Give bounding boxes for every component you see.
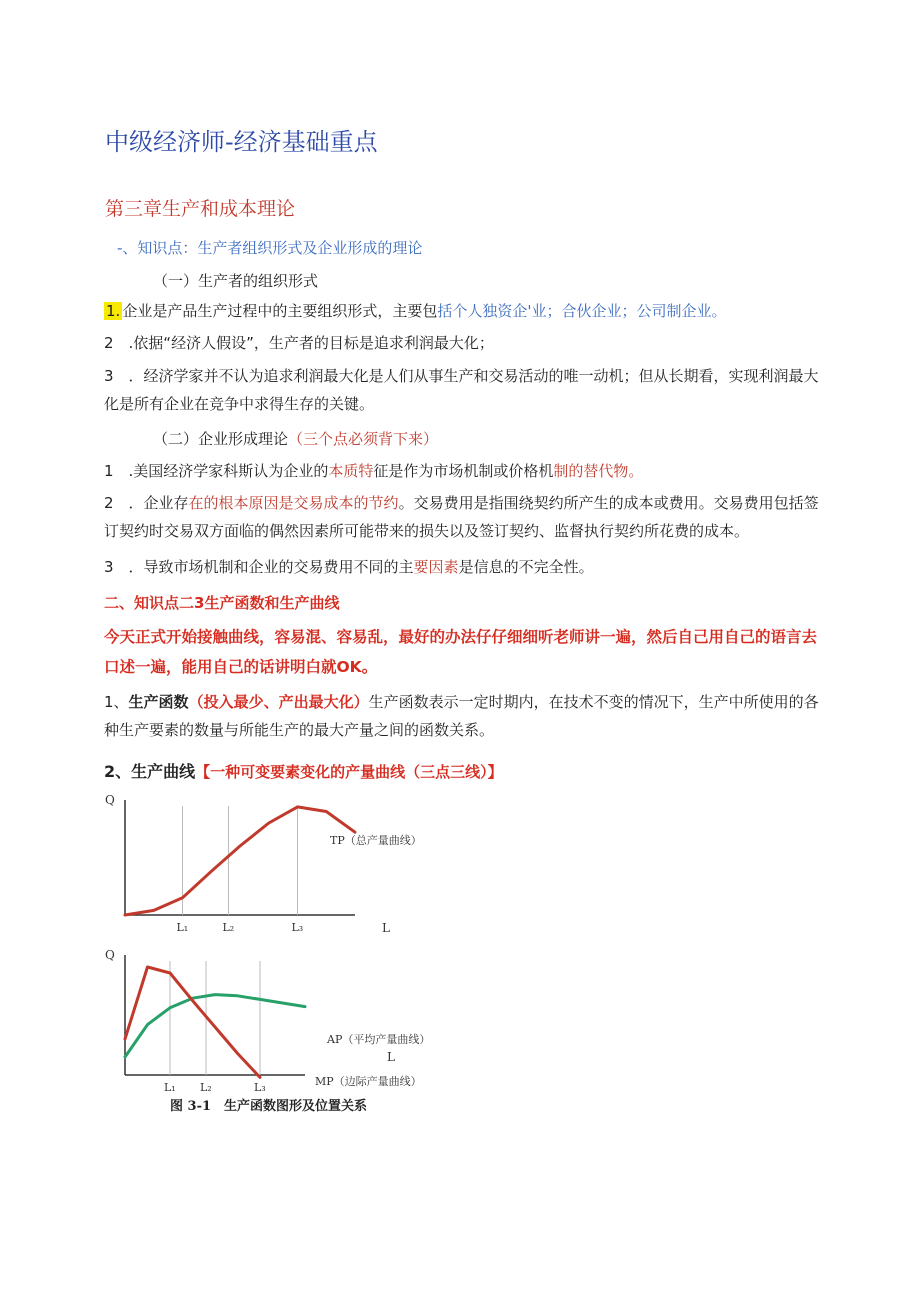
paragraph-3: 3 ．经济学家并不认为追求利润最大化是人们从事生产和交易活动的唯一动机；但从长期看，实现利润最大化是所有企业在竞争中求得生存的关键。 — [104, 367, 819, 413]
paragraph-1: 1. 企业是产品生产过程中的主要组织形式，主要包括个人独资企'业；合伙企业；公司制企业。 — [106, 302, 727, 320]
theory-point-2: 2 ．企业存在的根本原因是交易成本的节约。交易费用是指围绕契约所产生的成本或费用。交易费用包括签订契约时交易双方面临的偶然因素所可能带来的损失以及签订契约、监督执行契约所花费的成本。 — [104, 494, 819, 540]
tick-label: L₁ — [176, 921, 189, 934]
document-title: 中级经济师-经济基础重点 — [105, 128, 378, 156]
theory-point-1: 1 .美国经济学家科斯认为企业的本质特征是作为市场机制或价格机制的替代物。 — [104, 462, 644, 480]
ap-mp-chart — [105, 948, 430, 1094]
theory-point-3: 3 ．导致市场机制和企业的交易费用不同的主要因素是信息的不完全性。 — [104, 558, 594, 576]
tick-label: L₁ — [164, 1081, 176, 1094]
study-notice: 今天正式开始接触曲线，容易混、容易乱，最好的办法仔仔细细听老师讲一遍，然后自己用自己的语言去口述一遍，能用自己的话讲明白就OK。 — [104, 628, 818, 676]
x-axis-label: L — [382, 921, 390, 935]
series-label: TP（总产量曲线） — [330, 834, 422, 847]
subheading-org-forms: （一）生产者的组织形式 — [153, 272, 319, 290]
series-line — [125, 807, 355, 915]
section-heading-2: 二、知识点二3生产函数和生产曲线 — [104, 594, 340, 612]
figure-caption: 图 3-1 生产函数图形及位置关系 — [170, 1099, 368, 1114]
section-heading-1: -、知识点：生产者组织形式及企业形成的理论 — [117, 239, 423, 257]
tp-chart — [105, 793, 422, 935]
y-axis-label: Q — [105, 948, 115, 962]
series-line — [125, 967, 260, 1077]
series-label: MP（边际产量曲线） — [315, 1075, 422, 1088]
y-axis-label: Q — [105, 793, 115, 807]
chapter-title: 第三章生产和成本理论 — [105, 198, 296, 220]
tick-label: L₃ — [291, 921, 304, 934]
tick-label: L₂ — [222, 921, 235, 934]
series-label: AP（平均产量曲线） — [327, 1033, 431, 1046]
subheading-firm-theory: （二）企业形成理论（三个点必须背下来） — [153, 430, 439, 448]
tick-label: L₂ — [200, 1081, 212, 1094]
highlighted-number: 1. — [106, 302, 121, 320]
production-function-paragraph: 1、生产函数（投入最少、产出最大化）生产函数表示一定时期内，在技术不变的情况下，生产中所使用的各种生产要素的数量与所能生产的最大产量之间的函数关系。 — [104, 693, 819, 739]
production-function-figure — [100, 785, 480, 1125]
x-axis-label: L — [387, 1050, 395, 1064]
tick-label: L₃ — [254, 1081, 266, 1094]
paragraph-2: 2 .依据“经济人假设”，生产者的目标是追求利润最大化； — [104, 334, 494, 352]
production-curve-heading: 2、生产曲线【一种可变要素变化的产量曲线（三点三线）】 — [104, 762, 503, 781]
